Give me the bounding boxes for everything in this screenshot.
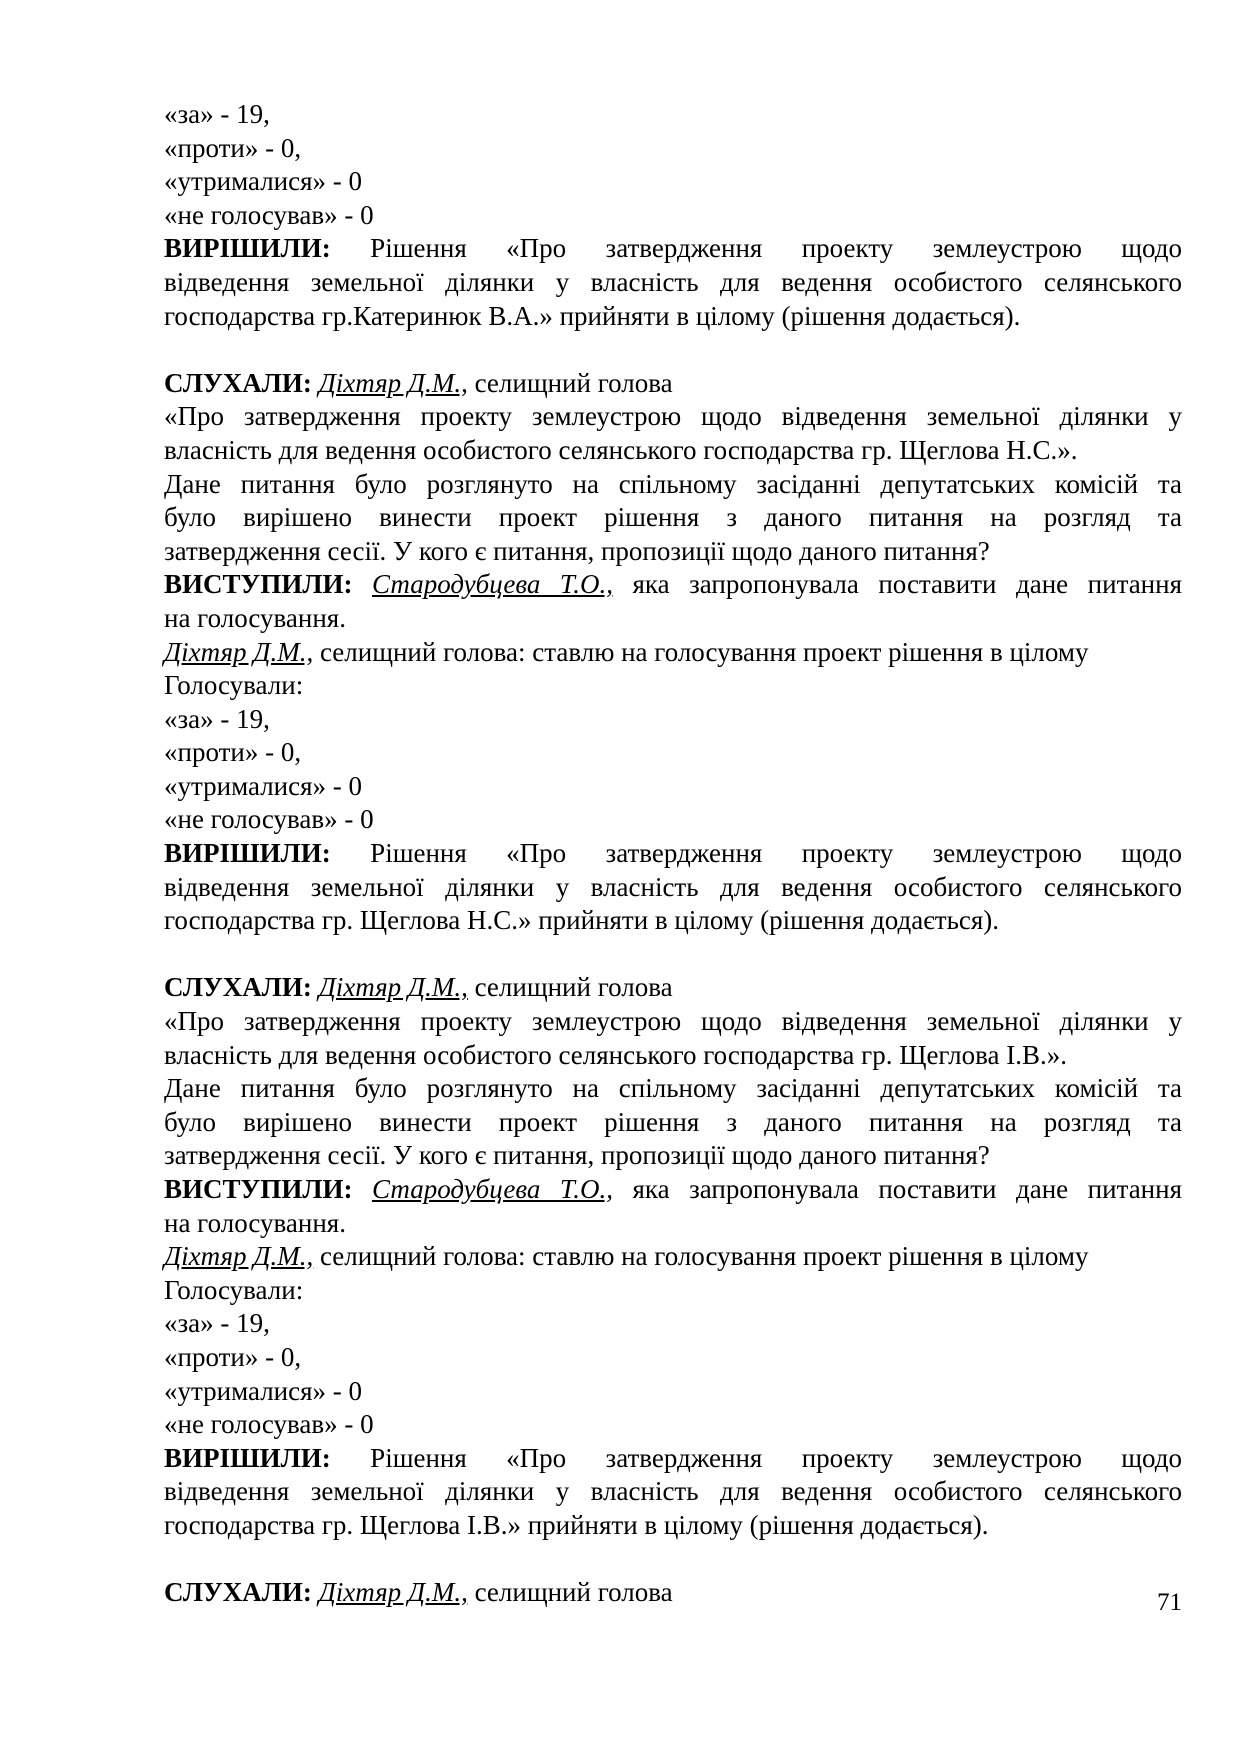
decision-label: ВИРІШИЛИ: — [164, 1442, 331, 1473]
heard-line: СЛУХАЛИ: Діхтяр Д.М., селищний голова — [164, 1577, 673, 1608]
voted-label: Голосували: — [164, 1274, 304, 1305]
heard-label: СЛУХАЛИ: — [164, 1577, 312, 1608]
spoke-label: ВИСТУПИЛИ: — [164, 569, 353, 600]
heard-line: СЛУХАЛИ: Діхтяр Д.М., селищний голова — [164, 367, 673, 398]
vote-not-voted: «не голосував» - 0 — [164, 804, 374, 835]
decision-line: відведення земельної ділянки у власність для ведення особистого селянського — [164, 1476, 1182, 1507]
speaker-name: Діхтяр Д.М., — [164, 1241, 314, 1272]
paragraph-line: було вирішено винести проект рішення з даного питання на розгляд та — [164, 1106, 1182, 1137]
paragraph-line: Дане питання було розглянуто на спільному засіданні депутатських комісій та — [164, 468, 1182, 499]
speaker-name: Діхтяр Д.М., — [318, 367, 468, 398]
section-gap — [164, 333, 1182, 367]
topic-line: власність для ведення особистого селянського господарства гр. Щеглова І.В.». — [164, 1039, 1067, 1070]
decision-line: відведення земельної ділянки у власність для ведення особистого селянського — [164, 871, 1182, 902]
decision-line: відведення земельної ділянки у власність для ведення особистого селянського — [164, 266, 1182, 297]
decision-line: ВИРІШИЛИ: Рішення «Про затвердження проекту землеустрою щодо — [164, 838, 1183, 869]
section-gap — [164, 938, 1182, 972]
vote-abstained: «утрималися» - 0 — [164, 1375, 363, 1406]
vote-not-voted: «не голосував» - 0 — [164, 1409, 374, 1440]
voted-label: Голосували: — [164, 670, 304, 701]
speaker-name: Діхтяр Д.М., — [318, 1577, 468, 1608]
decision-line: господарства гр. Щеглова Н.С.» прийняти в цілому (рішення додається). — [164, 905, 1000, 936]
vote-for: «за» - 19, — [164, 1308, 270, 1339]
spoke-line: на голосування. — [164, 602, 346, 633]
decision-line: ВИРІШИЛИ: Рішення «Про затвердження проекту землеустрою щодо — [164, 1442, 1183, 1473]
topic-line: власність для ведення особистого селянського господарства гр. Щеглова Н.С.». — [164, 434, 1078, 465]
vote-against: «проти» - 0, — [164, 1341, 302, 1372]
paragraph-line: затвердження сесії. У кого є питання, пропозиції щодо даного питання? — [164, 535, 990, 566]
paragraph-line: було вирішено винести проект рішення з даного питання на розгляд та — [164, 502, 1182, 533]
spoke-line: на голосування. — [164, 1207, 346, 1238]
speaker-name: Діхтяр Д.М., — [318, 972, 468, 1003]
decision-label: ВИРІШИЛИ: — [164, 233, 331, 264]
vote-abstained: «утрималися» - 0 — [164, 166, 363, 197]
vote-against: «проти» - 0, — [164, 132, 302, 163]
speaker-name: Стародубцева Т.О., — [371, 569, 613, 600]
chair-line: Діхтяр Д.М., селищний голова: ставлю на голосування проект рішення в цілому — [164, 636, 1089, 667]
speaker-name: Стародубцева Т.О., — [371, 1174, 613, 1204]
decision-line: ВИРІШИЛИ: Рішення «Про затвердження проекту землеустрою щодо — [164, 233, 1183, 264]
vote-for: «за» - 19, — [164, 99, 270, 129]
paragraph-line: затвердження сесії. У кого є питання, пропозиції щодо даного питання? — [164, 1140, 990, 1171]
decision-label: ВИРІШИЛИ: — [164, 838, 331, 869]
vote-against: «проти» - 0, — [164, 737, 302, 768]
heard-label: СЛУХАЛИ: — [164, 367, 312, 398]
topic-line: «Про затвердження проекту землеустрою щодо відведення земельної ділянки у — [164, 1006, 1182, 1037]
heard-label: СЛУХАЛИ: — [164, 972, 312, 1003]
spoke-line: ВИСТУПИЛИ: Стародубцева Т.О., яка запропонувала поставити дане питання — [164, 569, 1182, 600]
spoke-label: ВИСТУПИЛИ: — [164, 1174, 353, 1204]
section-gap — [164, 1543, 1182, 1577]
heard-line: СЛУХАЛИ: Діхтяр Д.М., селищний голова — [164, 972, 673, 1003]
spoke-line: ВИСТУПИЛИ: Стародубцева Т.О., яка запропонувала поставити дане питання — [164, 1174, 1182, 1204]
topic-line: «Про затвердження проекту землеустрою щодо відведення земельної ділянки у — [164, 401, 1182, 432]
decision-line: господарства гр.Катеринюк В.А.» прийняти в цілому (рішення додається). — [164, 300, 1021, 331]
page-number: 71 — [1157, 1589, 1182, 1616]
speaker-name: Діхтяр Д.М., — [164, 636, 314, 667]
vote-not-voted: «не голосував» - 0 — [164, 199, 374, 230]
document-page — [164, 98, 1182, 1610]
vote-abstained: «утрималися» - 0 — [164, 770, 363, 801]
paragraph-line: Дане питання було розглянуто на спільному засіданні депутатських комісій та — [164, 1073, 1182, 1104]
decision-line: господарства гр. Щеглова І.В.» прийняти в цілому (рішення додається). — [164, 1509, 989, 1540]
chair-line: Діхтяр Д.М., селищний голова: ставлю на голосування проект рішення в цілому — [164, 1241, 1089, 1272]
vote-for: «за» - 19, — [164, 703, 270, 734]
